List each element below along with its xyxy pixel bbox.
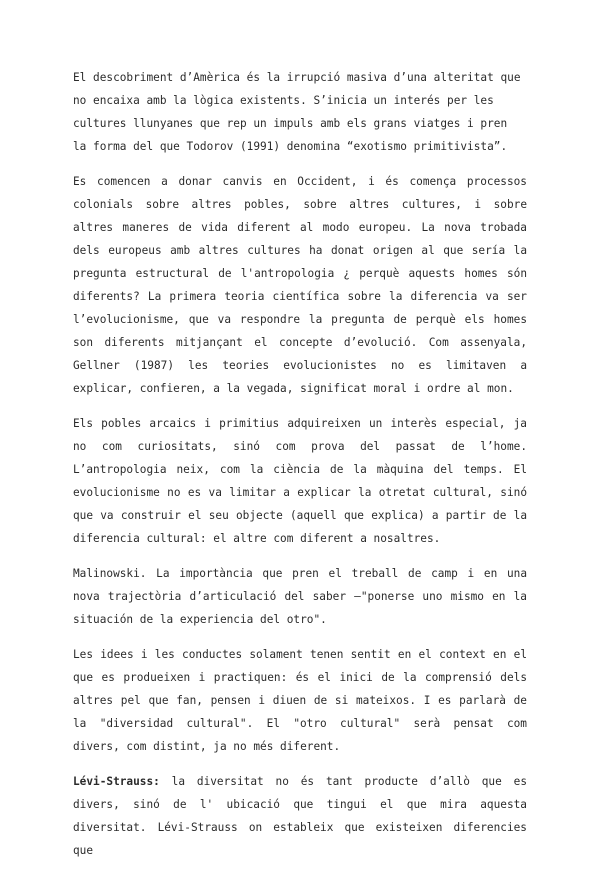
paragraph-archaic-peoples: Els pobles arcaics i primitius adquireixen un interès especial, ja no com curiositats, sinó com prova del passat de l’home. L’antropologia neix, com la ciència de la màquina del temps. El evolucionisme no es va limitar a explicar la otretat cultural, sinó que va construir el seu objecte (aquell que explica) a partir de la diferencia cultural: el altre com diferent a nosaltres. [73,417,527,545]
paragraph-malinowski: Malinowski. La importància que pren el treball de camp i en una nova trajectòria d’articulació del saber –"ponerse uno mismo en la situación de la experiencia del otro". [73,567,527,626]
paragraph-discovery-america: El descobriment d’Amèrica és la irrupció masiva d’una alteritat que no encaixa amb la lògica existents. S’inicia un interés per les cultures llunyanes que rep un impuls amb els grans viatges i pren la forma del que Todorov (1991) denomina “exotismo primitivista”. [73,71,521,153]
document-body [73,66,527,874]
paragraph-colonial-processes: Es comencen a donar canvis en Occident, i és comença processos colonials sobre altres pobles, sobre altres cultures, i sobre altres maneres de vida diferent al modo europeu. La nova trobada dels europeus amb altres cultures ha donat origen al que sería la pregunta estructural de l'antropologia ¿ perquè aquests homes són diferents? La primera teoria científica sobre la diferencia va ser l’evolucionisme, que va respondre la pregunta de perquè els homes son diferents mitjançant el concepte d’evolució. Com assenyala, Gellner (1987) les teories evolucionistes no es limitaven a explicar, confieren, a la vegada, significat moral i ordre al mon. [73,175,527,395]
paragraph-cultural-diversity: Les idees i les conductes solament tenen sentit en el context en el que es produeixen i practiquen: és el inici de la comprensió dels altres pel que fan, pensen i diuen de si mateixos. I es parlarà de la "diversidad cultural". El "otro cultural" serà pensat com divers, com distint, ja no més diferent. [73,648,527,753]
levi-strauss-text: la diversitat no és tant producte d’allò que es divers, sinó de l' ubicació que tingui el que mira aquesta diversitat. Lévi-Strauss on estableix que existeixen diferencies que [73,775,527,857]
levi-strauss-lead: Lévi-Strauss: [73,775,160,788]
paragraph-levi-strauss [73,770,527,862]
